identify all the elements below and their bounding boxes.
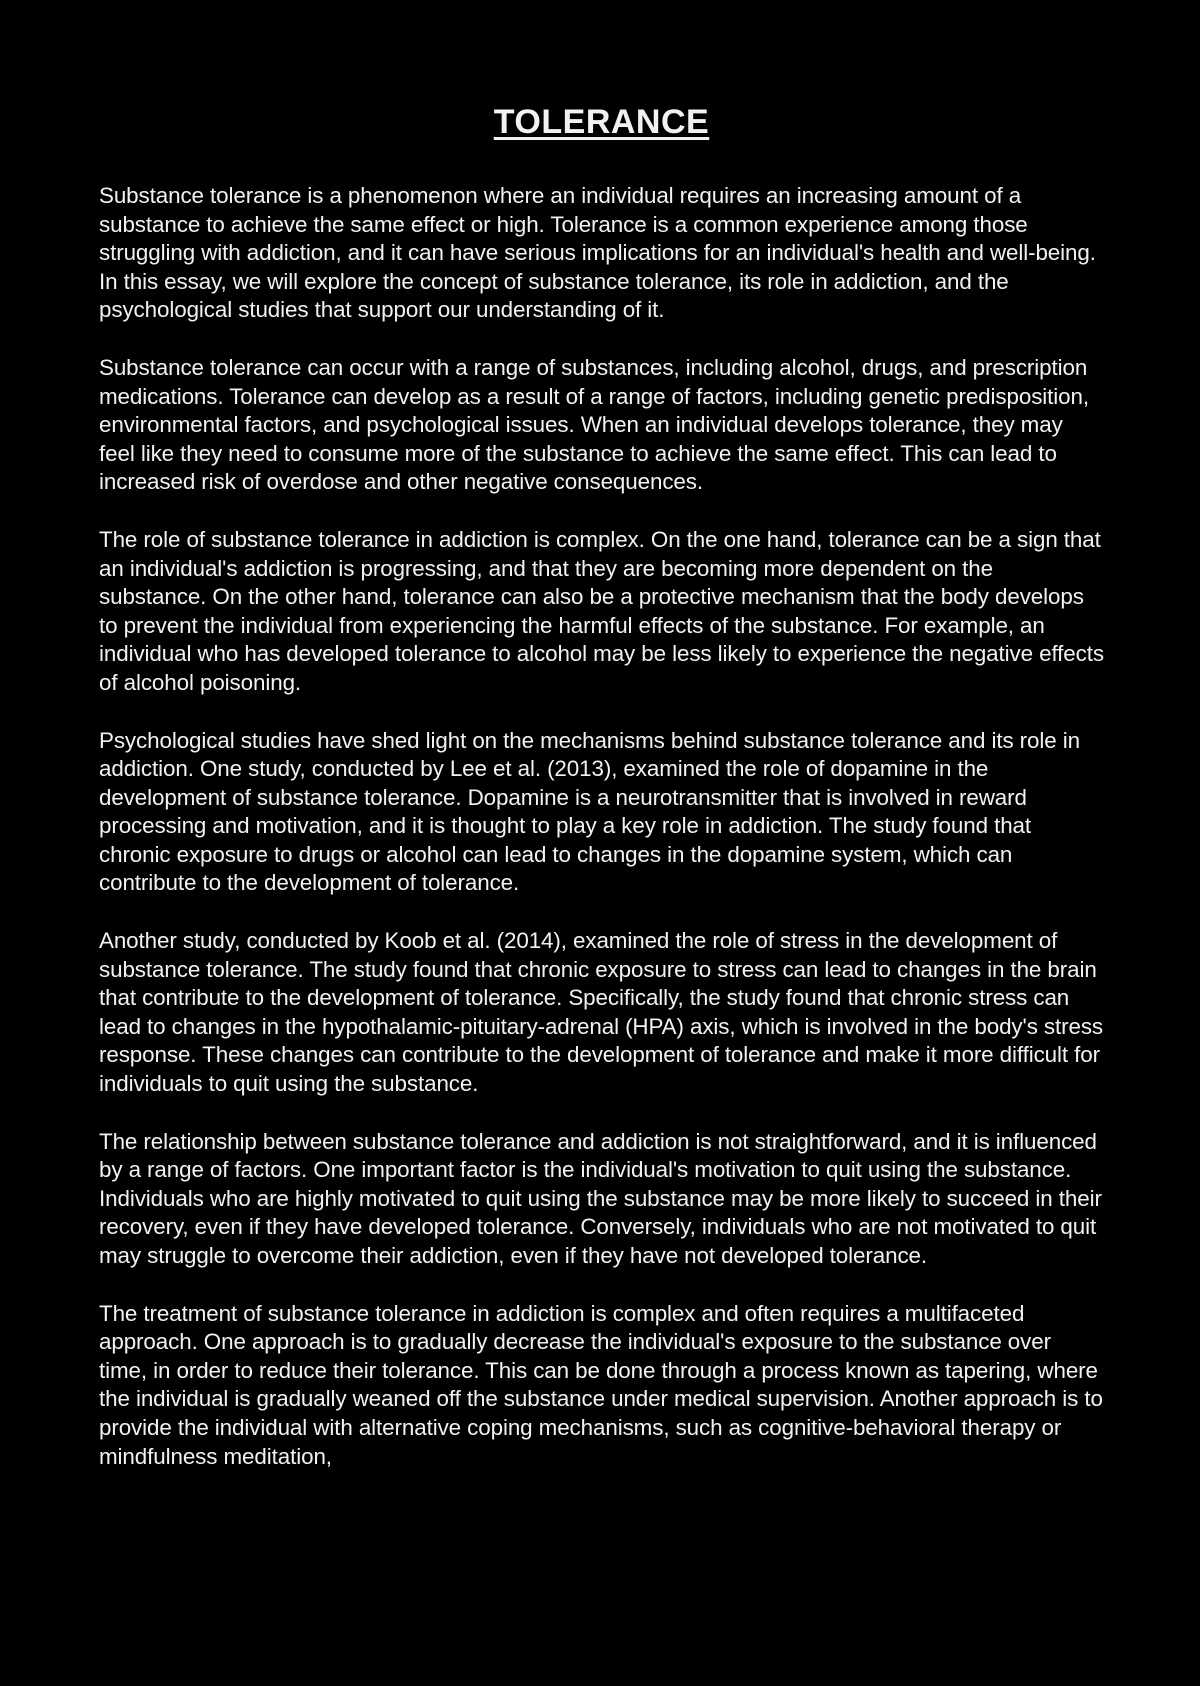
paragraph-causes: Substance tolerance can occur with a range of substances, including alcohol, drugs, and prescription medications. Tolerance can develop as a result of a range of factors, including genetic predisposition, environmental factors, and psychological issues. When an individual develops tolerance, they may feel like they need to consume more of the substance to achieve the same effect. This can lead to increased risk of overdose and other negative consequences. xyxy=(99,354,1089,495)
paragraph-dopamine-study: Psychological studies have shed light on the mechanisms behind substance tolerance and its role in addiction. One study, conducted by Lee et al. (2013), examined the role of dopamine in the development of substance tolerance. Dopamine is a neurotransmitter that is involved in reward processing and motivation, and it is thought to play a key role in addiction. The study found that chronic exposure to drugs or alcohol can lead to changes in the dopamine system, which can contribute to the development of tolerance. xyxy=(99,727,1080,896)
paragraph-treatment: The treatment of substance tolerance in addiction is complex and often requires a multifaceted approach. One approach is to gradually decrease the individual's exposure to the substance over time, in order to reduce their tolerance. This can be done through a process known as tapering, where the individual is gradually weaned off the substance under medical supervision. Another approach is to provide the individual with alternative coping mechanisms, such as cognitive-behavioral therapy or mindfulness meditation, xyxy=(99,1300,1103,1469)
paragraph-stress-study: Another study, conducted by Koob et al. (2014), examined the role of stress in the development of substance tolerance. The study found that chronic exposure to stress can lead to changes in the brain that contribute to the development of tolerance. Specifically, the study found that chronic stress can lead to changes in the hypothalamic-pituitary-adrenal (HPA) axis, which is involved in the body's stress response. These changes can contribute to the development of tolerance and make it more difficult for individuals to quit using the substance. xyxy=(99,928,1104,1097)
paragraph-role-in-addiction: The role of substance tolerance in addiction is complex. On the one hand, tolerance can be a sign that an individual's addiction is progressing, and that they are becoming more dependent on the substance. On the other hand, tolerance can also be a protective mechanism that the body develops to prevent the individual from experiencing the harmful effects of the substance. For example, an individual who has developed tolerance to alcohol may be less likely to experience the negative effects of alcohol poisoning. xyxy=(99,526,1104,695)
page-title: TOLERANCE xyxy=(493,103,710,141)
document-body xyxy=(99,182,1104,1471)
paragraph-motivation: The relationship between substance tolerance and addiction is not straightforward, and it is influenced by a range of factors. One important factor is the individual's motivation to quit using the substance. Individuals who are highly motivated to quit using the substance may be more likely to succeed in their recovery, even if they have developed tolerance. Conversely, individuals who are not motivated to quit may struggle to overcome their addiction, even if they have not developed tolerance. xyxy=(99,1128,1102,1268)
paragraph-intro: Substance tolerance is a phenomenon where an individual requires an increasing amount of a substance to achieve the same effect or high. Tolerance is a common experience among those struggling with addiction, and it can have serious implications for an individual's health and well-being. In this essay, we will explore the concept of substance tolerance, its role in addiction, and the psychological studies that support our understanding of it. xyxy=(99,183,1096,323)
